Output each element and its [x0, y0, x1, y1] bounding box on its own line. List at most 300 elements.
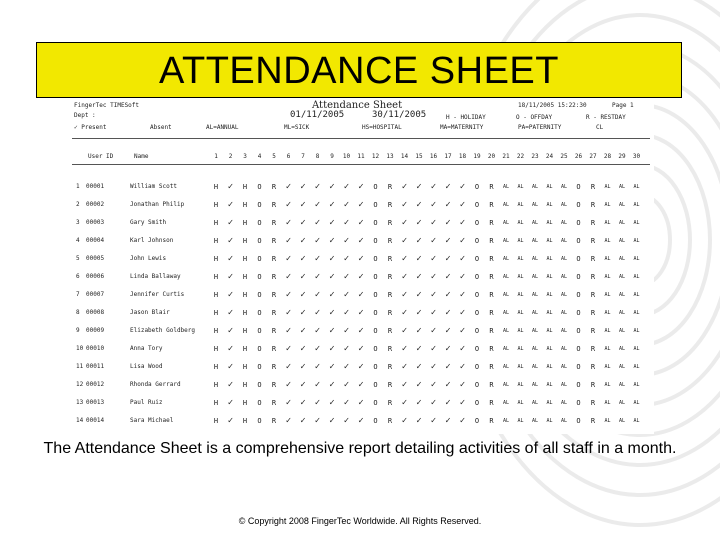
check-icon: ✓: [445, 236, 451, 246]
attendance-code: AL: [546, 328, 553, 334]
attendance-code: AL: [618, 256, 626, 262]
check-icon: [225, 433, 237, 434]
attendance-code: R: [271, 363, 277, 371]
attendance-code: AL: [517, 274, 524, 280]
check-icon: ✓: [329, 398, 335, 408]
attendance-code: [370, 433, 382, 434]
attendance-code: O: [474, 219, 480, 227]
check-icon: ✓: [300, 272, 306, 282]
check-icon: ✓: [343, 236, 350, 246]
check-icon: ✓: [343, 308, 350, 318]
attendance-code: AL: [560, 328, 568, 334]
attendance-code: AL: [633, 274, 640, 280]
attendance-code: R: [387, 291, 393, 299]
check-icon: ✓: [430, 416, 437, 426]
check-icon: ✓: [285, 308, 292, 318]
attendance-code: O: [474, 327, 480, 335]
title-bar: [36, 42, 682, 98]
attendance-code: O: [576, 399, 581, 407]
check-icon: ✓: [459, 272, 466, 282]
attendance-code: AL: [531, 382, 539, 388]
check-icon: ✓: [329, 380, 335, 390]
attendance-code: R: [590, 345, 596, 353]
check-icon: ✓: [445, 416, 451, 426]
attendance-code: H: [242, 363, 248, 371]
check-icon: [341, 433, 353, 434]
attendance-code: AL: [546, 220, 553, 226]
day-header: 21: [502, 153, 510, 160]
attendance-code: AL: [531, 220, 539, 226]
check-icon: ✓: [314, 236, 321, 246]
attendance-code: H: [242, 309, 248, 317]
user-id: 00008: [86, 309, 105, 316]
check-icon: ✓: [285, 290, 292, 300]
attendance-code: AL: [633, 418, 640, 424]
user-id: 00005: [86, 255, 105, 262]
check-icon: ✓: [314, 398, 321, 408]
check-icon: ✓: [416, 362, 422, 372]
row-number: 5: [76, 255, 80, 262]
attendance-code: AL: [604, 256, 611, 262]
attendance-code: H: [242, 399, 248, 407]
attendance-code: O: [474, 309, 480, 317]
attendance-code: O: [576, 345, 581, 353]
attendance-code: H: [242, 291, 248, 299]
attendance-code: AL: [618, 382, 626, 388]
attendance-code: R: [271, 183, 277, 191]
check-icon: ✓: [285, 236, 292, 246]
attendance-code: AL: [502, 274, 510, 280]
attendance-code: R: [489, 237, 494, 245]
attendance-code: R: [271, 345, 277, 353]
check-icon: ✓: [459, 200, 466, 210]
attendance-code: O: [257, 291, 262, 299]
check-icon: ✓: [227, 398, 234, 408]
check-icon: ✓: [300, 182, 306, 192]
copyright: © Copyright 2008 FingerTec Worldwide. All Rights Reserved.: [238, 516, 482, 526]
attendance-code: [384, 433, 396, 434]
attendance-code: AL: [618, 202, 626, 208]
attendance-code: O: [257, 237, 262, 245]
attendance-code: O: [257, 363, 262, 371]
check-icon: ✓: [329, 254, 335, 264]
day-header: 19: [473, 153, 481, 160]
sheet-title: Attendance Sheet: [312, 100, 403, 111]
check-icon: ✓: [314, 290, 321, 300]
check-icon: ✓: [314, 362, 321, 372]
attendance-code: AL: [604, 274, 611, 280]
check-icon: ✓: [459, 344, 466, 354]
day-header: 15: [415, 153, 423, 160]
attendance-code: AL: [604, 220, 611, 226]
day-header: 30: [632, 153, 641, 160]
attendance-code: AL: [502, 310, 510, 316]
check-icon: ✓: [358, 344, 364, 354]
attendance-code: AL: [502, 202, 510, 208]
attendance-code: H: [213, 399, 219, 407]
attendance-code: R: [590, 273, 596, 281]
attendance-code: R: [387, 273, 393, 281]
legend-cl: CL: [596, 124, 604, 131]
check-icon: ✓: [430, 236, 437, 246]
table-row: [72, 358, 650, 376]
check-icon: [413, 433, 425, 434]
check-icon: ✓: [285, 380, 292, 390]
check-icon: ✓: [401, 218, 408, 228]
attendance-code: R: [590, 399, 596, 407]
attendance-code: R: [590, 381, 596, 389]
table-row: [72, 376, 650, 394]
check-icon: ✓: [343, 290, 350, 300]
check-icon: ✓: [300, 236, 306, 246]
attendance-code: AL: [546, 364, 553, 370]
check-icon: ✓: [416, 290, 422, 300]
attendance-code: AL: [618, 346, 626, 352]
check-icon: ✓: [416, 272, 422, 282]
check-icon: ✓: [285, 416, 292, 426]
day-header: 3: [243, 153, 247, 160]
legend-present: ✓ Present: [74, 124, 107, 131]
check-icon: ✓: [329, 344, 335, 354]
attendance-code: AL: [633, 364, 640, 370]
attendance-code: AL: [560, 346, 568, 352]
check-icon: ✓: [329, 308, 335, 318]
attendance-code: O: [373, 273, 378, 281]
check-icon: ✓: [430, 254, 437, 264]
attendance-code: R: [590, 183, 596, 191]
legend-holiday: H - HOLIDAY: [446, 114, 486, 121]
attendance-code: R: [387, 255, 393, 263]
check-icon: ✓: [459, 326, 466, 336]
check-icon: ✓: [459, 254, 466, 264]
attendance-code: H: [213, 201, 219, 209]
check-icon: [297, 433, 309, 434]
check-icon: ✓: [300, 254, 306, 264]
attendance-code: R: [387, 201, 393, 209]
day-header: 5: [272, 153, 276, 160]
attendance-code: O: [373, 345, 378, 353]
attendance-code: O: [474, 291, 480, 299]
attendance-code: AL: [618, 400, 626, 406]
attendance-code: R: [489, 399, 494, 407]
attendance-code: R: [271, 399, 277, 407]
attendance-code: AL: [531, 274, 539, 280]
attendance-code: O: [373, 237, 378, 245]
check-icon: ✓: [300, 200, 306, 210]
check-icon: ✓: [416, 200, 422, 210]
attendance-code: R: [271, 201, 277, 209]
attendance-code: O: [576, 255, 581, 263]
row-number: 11: [76, 363, 84, 370]
attendance-code: O: [474, 381, 480, 389]
attendance-code: R: [590, 201, 596, 209]
attendance-code: O: [576, 363, 581, 371]
row-number: 1: [76, 183, 80, 190]
table-row: [72, 214, 650, 232]
attendance-code: R: [590, 363, 596, 371]
check-icon: ✓: [459, 416, 466, 426]
check-icon: ✓: [430, 344, 437, 354]
employee-name: Elizabeth Goldberg: [130, 327, 196, 334]
attendance-code: R: [590, 309, 596, 317]
attendance-code: AL: [560, 364, 568, 370]
attendance-code: AL: [531, 328, 539, 334]
attendance-code: R: [590, 255, 596, 263]
check-icon: ✓: [445, 272, 451, 282]
check-icon: ✓: [285, 218, 292, 228]
check-icon: ✓: [358, 308, 364, 318]
check-icon: ✓: [401, 398, 408, 408]
legend-annual: AL=ANNUAL: [206, 124, 239, 131]
check-icon: ✓: [329, 236, 335, 246]
attendance-code: R: [271, 327, 277, 335]
attendance-code: AL: [560, 310, 568, 316]
attendance-code: R: [387, 237, 393, 245]
attendance-code: AL: [531, 418, 539, 424]
attendance-code: [515, 433, 527, 434]
day-header: 16: [429, 153, 438, 160]
column-name: Name: [134, 153, 149, 160]
attendance-code: AL: [560, 292, 568, 298]
row-number: 2: [76, 201, 80, 208]
attendance-code: AL: [502, 256, 510, 262]
attendance-code: O: [474, 363, 480, 371]
table-row: [72, 232, 650, 250]
attendance-code: R: [489, 381, 494, 389]
day-header: 29: [618, 153, 626, 160]
check-icon: ✓: [459, 182, 466, 192]
attendance-code: AL: [531, 400, 539, 406]
attendance-code: AL: [604, 364, 611, 370]
attendance-code: [631, 433, 643, 434]
check-icon: ✓: [343, 218, 350, 228]
attendance-code: R: [387, 219, 393, 227]
attendance-code: AL: [618, 274, 626, 280]
check-icon: ✓: [300, 290, 306, 300]
attendance-code: O: [576, 417, 581, 425]
check-icon: ✓: [416, 344, 422, 354]
check-icon: ✓: [401, 380, 408, 390]
check-icon: ✓: [343, 272, 350, 282]
attendance-code: AL: [618, 418, 626, 424]
check-icon: ✓: [358, 362, 364, 372]
attendance-code: O: [576, 273, 581, 281]
attendance-code: R: [590, 417, 596, 425]
day-header: 11: [357, 153, 365, 160]
attendance-code: AL: [502, 220, 510, 226]
attendance-code: AL: [546, 418, 553, 424]
attendance-code: R: [387, 327, 393, 335]
attendance-code: H: [213, 381, 219, 389]
employee-name: Paul Ruiz: [130, 399, 163, 406]
day-header: 2: [228, 153, 233, 160]
attendance-code: R: [489, 363, 494, 371]
employee-name: Sara Michael: [130, 417, 174, 424]
check-icon: ✓: [445, 254, 451, 264]
check-icon: ✓: [343, 326, 350, 336]
attendance-code: O: [373, 201, 378, 209]
check-icon: [312, 433, 324, 434]
attendance-code: O: [373, 309, 378, 317]
attendance-code: O: [373, 255, 378, 263]
check-icon: ✓: [459, 308, 466, 318]
attendance-code: O: [373, 327, 378, 335]
attendance-code: H: [242, 237, 248, 245]
attendance-code: AL: [633, 292, 640, 298]
attendance-code: AL: [517, 256, 524, 262]
employee-name: John Lewis: [130, 255, 167, 262]
table-row: [72, 322, 650, 340]
check-icon: ✓: [430, 218, 437, 228]
row-number: 3: [76, 219, 80, 226]
check-icon: ✓: [445, 362, 451, 372]
table-row: [72, 268, 650, 286]
attendance-code: AL: [517, 418, 524, 424]
attendance-code: H: [242, 255, 248, 263]
check-icon: ✓: [300, 308, 306, 318]
check-icon: ✓: [314, 308, 321, 318]
attendance-code: O: [257, 201, 262, 209]
attendance-code: [210, 433, 222, 434]
day-header: 13: [386, 153, 394, 160]
attendance-code: R: [271, 255, 277, 263]
check-icon: ✓: [343, 254, 350, 264]
check-icon: ✓: [358, 236, 364, 246]
attendance-code: O: [474, 237, 480, 245]
attendance-code: AL: [502, 346, 510, 352]
attendance-code: AL: [531, 292, 539, 298]
day-header: 22: [516, 153, 525, 160]
legend-restday: R - RESTDAY: [586, 114, 626, 121]
row-number: 10: [76, 345, 84, 352]
attendance-code: H: [213, 345, 219, 353]
check-icon: ✓: [329, 218, 335, 228]
attendance-code: R: [387, 417, 393, 425]
user-id: 00010: [86, 345, 105, 352]
attendance-code: R: [489, 417, 494, 425]
day-header: 14: [400, 153, 409, 160]
check-icon: ✓: [416, 308, 422, 318]
day-header: 25: [560, 153, 568, 160]
attendance-code: AL: [502, 328, 510, 334]
attendance-code: H: [213, 273, 219, 281]
attendance-code: AL: [633, 400, 640, 406]
user-id: 00011: [86, 363, 105, 370]
attendance-code: O: [373, 219, 378, 227]
check-icon: ✓: [329, 182, 335, 192]
attendance-code: R: [590, 219, 596, 227]
attendance-code: H: [242, 201, 248, 209]
check-icon: ✓: [329, 362, 335, 372]
attendance-code: R: [489, 201, 494, 209]
check-icon: ✓: [343, 416, 350, 426]
attendance-code: O: [373, 291, 378, 299]
attendance-code: H: [213, 327, 219, 335]
attendance-code: AL: [604, 328, 611, 334]
check-icon: ✓: [227, 380, 234, 390]
attendance-code: AL: [560, 400, 568, 406]
check-icon: ✓: [445, 398, 451, 408]
day-header: 23: [531, 153, 539, 160]
day-header: 28: [603, 153, 612, 160]
employee-rows: [72, 178, 650, 434]
attendance-code: [616, 433, 628, 434]
column-user-id: User ID: [88, 153, 114, 160]
attendance-code: AL: [531, 238, 539, 244]
attendance-code: O: [257, 273, 262, 281]
user-id: 00007: [86, 291, 105, 298]
attendance-code: AL: [604, 310, 611, 316]
check-icon: ✓: [300, 416, 306, 426]
row-number: 13: [76, 399, 84, 406]
attendance-code: R: [271, 417, 277, 425]
attendance-code: H: [242, 417, 248, 425]
day-header: 4: [257, 153, 262, 160]
check-icon: ✓: [285, 200, 292, 210]
header-divider: [72, 138, 650, 139]
attendance-code: H: [213, 237, 219, 245]
attendance-code: AL: [560, 238, 568, 244]
attendance-code: AL: [560, 220, 568, 226]
attendance-code: [486, 433, 498, 434]
attendance-code: R: [590, 237, 596, 245]
attendance-code: AL: [604, 418, 611, 424]
employee-name: Jennifer Curtis: [130, 291, 185, 298]
attendance-code: AL: [502, 400, 510, 406]
check-icon: [457, 433, 469, 434]
attendance-code: AL: [546, 310, 553, 316]
page-number: Page 1: [612, 102, 634, 109]
attendance-code: O: [373, 363, 378, 371]
employee-name: Jonathan Philip: [130, 201, 185, 208]
check-icon: ✓: [401, 254, 408, 264]
row-number: 14: [76, 417, 84, 424]
attendance-code: R: [271, 291, 277, 299]
day-header: 8: [315, 153, 320, 160]
legend-sick: ML=SICK: [284, 124, 310, 131]
attendance-code: O: [474, 183, 480, 191]
attendance-code: AL: [546, 382, 553, 388]
check-icon: ✓: [401, 308, 408, 318]
attendance-code: [602, 433, 614, 434]
employee-name: Anna Tory: [130, 345, 163, 352]
attendance-code: R: [271, 219, 277, 227]
check-icon: [442, 433, 454, 434]
check-icon: ✓: [358, 398, 364, 408]
row-number: 12: [76, 381, 84, 388]
check-icon: ✓: [430, 200, 437, 210]
check-icon: ✓: [358, 182, 364, 192]
check-icon: ✓: [314, 254, 321, 264]
check-icon: ✓: [459, 236, 466, 246]
check-icon: ✓: [416, 416, 422, 426]
attendance-code: AL: [546, 292, 553, 298]
attendance-code: H: [213, 183, 219, 191]
check-icon: ✓: [430, 362, 437, 372]
attendance-code: AL: [604, 382, 611, 388]
attendance-code: AL: [517, 184, 524, 190]
attendance-code: H: [213, 291, 219, 299]
check-icon: ✓: [343, 362, 350, 372]
attendance-code: O: [373, 183, 378, 191]
attendance-code: AL: [560, 418, 568, 424]
attendance-code: R: [271, 237, 277, 245]
check-icon: ✓: [401, 362, 408, 372]
attendance-code: AL: [560, 382, 568, 388]
attendance-code: AL: [560, 184, 568, 190]
attendance-code: R: [387, 399, 393, 407]
check-icon: ✓: [430, 398, 437, 408]
